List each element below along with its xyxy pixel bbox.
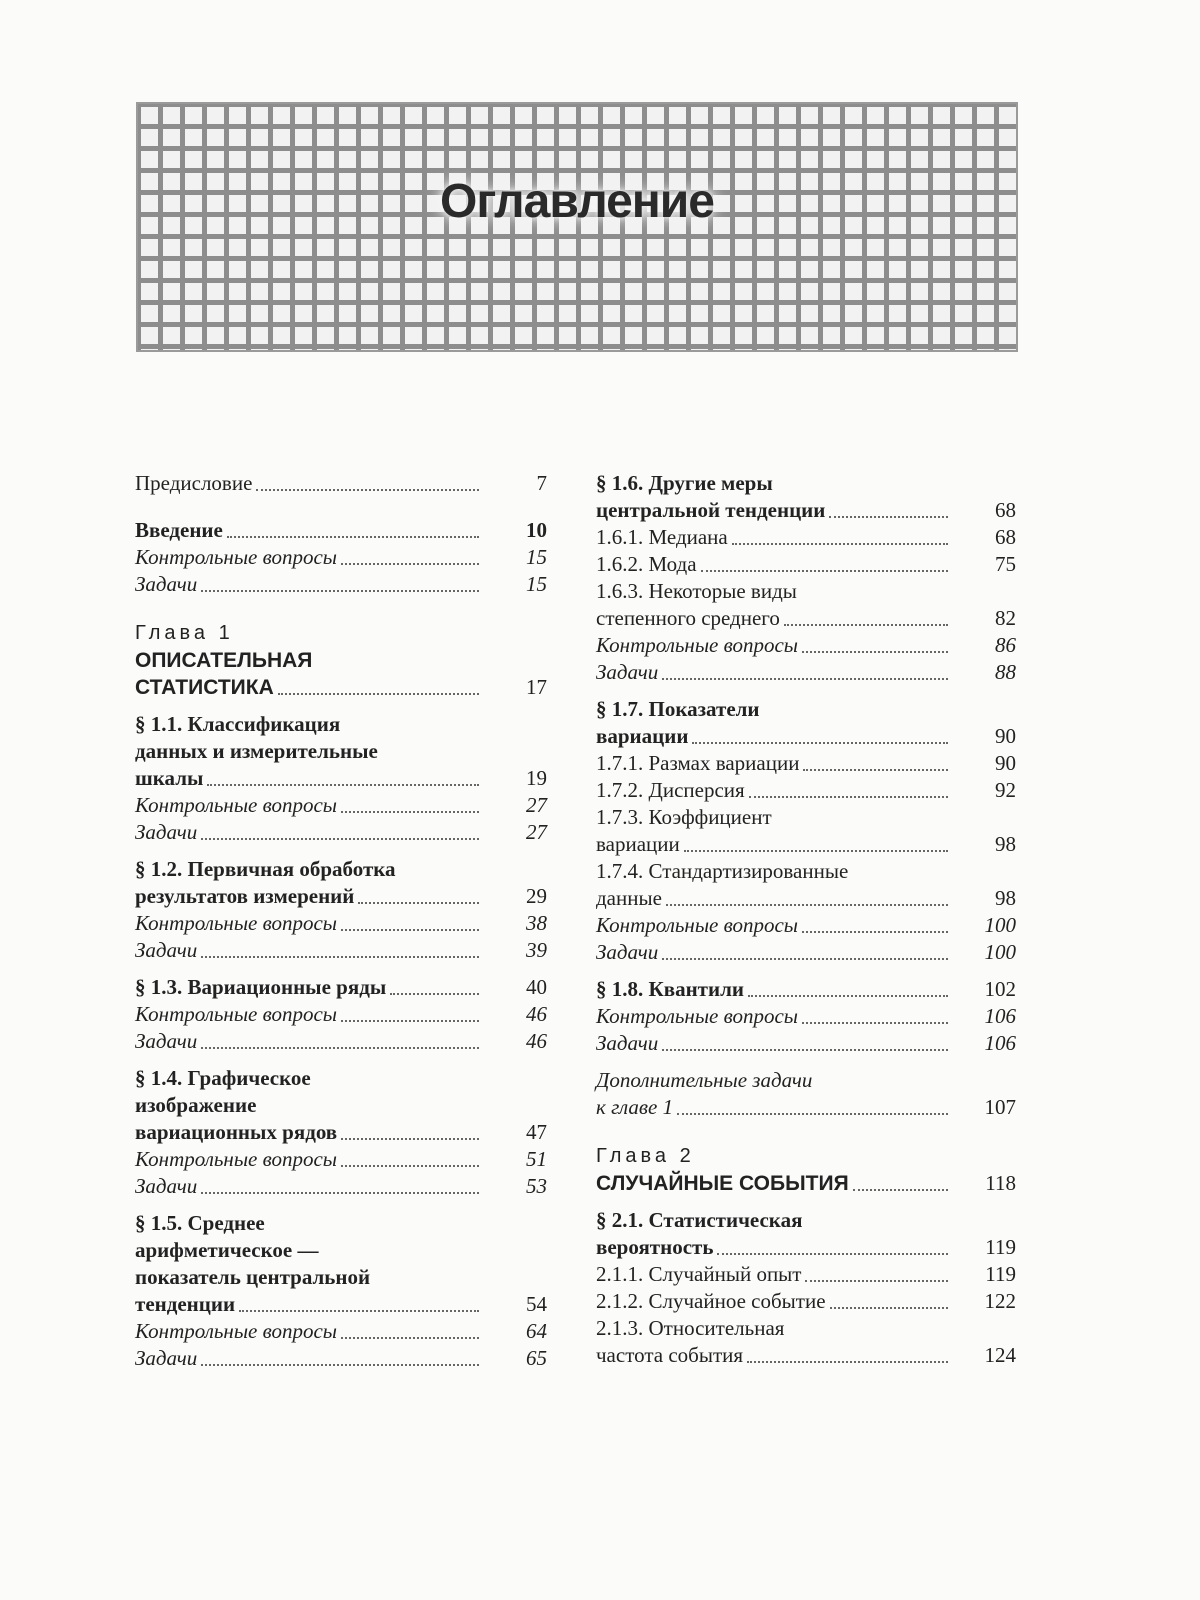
subsection-title: 1.7.4. Стандартизированные [596,859,849,883]
section-title: данных и измерительные [135,739,378,763]
toc-entry-subsection[interactable]: вариации 98 [596,832,1016,856]
toc-entry-section-1-8[interactable]: § 1.8. Квантили 102 [596,977,1016,1001]
toc-entry-questions[interactable]: Контрольные вопросы 38 [135,911,547,935]
toc-entry-subsection[interactable]: 1.6.1. Медиана 68 [596,525,1016,549]
toc-entry-questions[interactable]: Контрольные вопросы 64 [135,1319,547,1343]
dot-leader [256,489,479,491]
extra-tasks-title: Дополнительные задачи [596,1068,813,1092]
toc-entry-subsection[interactable]: данные 98 [596,886,1016,910]
toc-entry-subsection[interactable]: частота события 124 [596,1343,1016,1367]
toc-entry-questions[interactable]: Контрольные вопросы 46 [135,1002,547,1026]
toc-entry-extra-tasks[interactable]: к главе 1 107 [596,1095,1016,1119]
toc-entry-section-1-4[interactable]: вариационных рядов 47 [135,1120,547,1144]
toc-entry-questions[interactable]: Контрольные вопросы 100 [596,913,1016,937]
section-title: арифметическое — [135,1238,319,1262]
toc-entry-tasks[interactable]: Задачи 88 [596,660,1016,684]
toc-entry-section-1-6[interactable]: центральной тенденции 68 [596,498,1016,522]
chapter-label: Глава 1 [135,622,234,644]
toc-entry-section-1-1[interactable]: шкалы 19 [135,766,547,790]
toc-entry-tasks[interactable]: Задачи 15 [135,572,547,596]
toc-entry-section-1-3[interactable]: § 1.3. Вариационные ряды 40 [135,975,547,999]
toc-entry-chapter-2[interactable]: СЛУЧАЙНЫЕ СОБЫТИЯ 118 [596,1171,1016,1195]
toc-left-column [135,470,547,1372]
page-title: Оглавление [440,175,714,228]
toc-entry-section-2-1[interactable]: вероятность 119 [596,1235,1016,1259]
section-title: § 1.6. Другие меры [596,471,773,495]
toc-entry-subsection[interactable]: 1.7.2. Дисперсия 92 [596,778,1016,802]
toc-entry-questions[interactable]: Контрольные вопросы 27 [135,793,547,817]
toc-entry-questions[interactable]: Контрольные вопросы 106 [596,1004,1016,1028]
toc-entry-subsection[interactable]: 1.6.2. Мода 75 [596,552,1016,576]
toc-entry-subsection[interactable]: 1.7.1. Размах вариации 90 [596,751,1016,775]
toc-entry-section-1-7[interactable]: вариации 90 [596,724,1016,748]
section-title: § 1.5. Среднее [135,1211,265,1235]
toc-entry-tasks[interactable]: Задачи 27 [135,820,547,844]
toc-entry-tasks[interactable]: Задачи 46 [135,1029,547,1053]
toc-entry-questions[interactable]: Контрольные вопросы 51 [135,1147,547,1171]
section-title: § 1.4. Графическое [135,1066,311,1090]
section-title: § 2.1. Статистическая [596,1208,803,1232]
section-title: показатель центральной [135,1265,371,1289]
subsection-title: 1.7.3. Коэффициент [596,805,772,829]
section-title: изображение [135,1093,257,1117]
section-title: § 1.1. Классификация [135,712,341,736]
toc-entry-section-1-2[interactable]: результатов измерений 29 [135,884,547,908]
title-banner [136,102,1018,352]
toc-entry-tasks[interactable]: Задачи 39 [135,938,547,962]
toc-entry-title: Предисловие [135,471,253,495]
chapter-title: ОПИСАТЕЛЬНАЯ [135,649,313,672]
toc-entry-questions[interactable]: Контрольные вопросы 86 [596,633,1016,657]
toc-entry-tasks[interactable]: Задачи 53 [135,1174,547,1198]
toc-entry-tasks[interactable]: Задачи 100 [596,940,1016,964]
toc-page-number: 7 [536,471,547,495]
subsection-title: 1.6.3. Некоторые виды [596,579,797,603]
toc-entry-preface[interactable] [135,470,547,497]
toc-entry-subsection[interactable]: 2.1.2. Случайное событие 122 [596,1289,1016,1313]
toc-entry-chapter-1[interactable]: СТАТИСТИКА 17 [135,675,547,699]
toc-entry-intro[interactable]: Введение 10 [135,518,547,542]
subsection-title: 2.1.3. Относительная [596,1316,785,1340]
toc-entry-section-1-5[interactable]: тенденции 54 [135,1292,547,1316]
toc-entry-subsection[interactable]: степенного среднего 82 [596,606,1016,630]
section-title: § 1.2. Первичная обработка [135,857,396,881]
toc-right-column [596,470,1016,1369]
toc-entry-subsection[interactable]: 2.1.1. Случайный опыт 119 [596,1262,1016,1286]
chapter-label: Глава 2 [596,1145,695,1167]
toc-entry-tasks[interactable]: Задачи 65 [135,1346,547,1370]
toc-entry-questions[interactable]: Контрольные вопросы 15 [135,545,547,569]
toc-entry-tasks[interactable]: Задачи 106 [596,1031,1016,1055]
section-title: § 1.7. Показатели [596,697,760,721]
